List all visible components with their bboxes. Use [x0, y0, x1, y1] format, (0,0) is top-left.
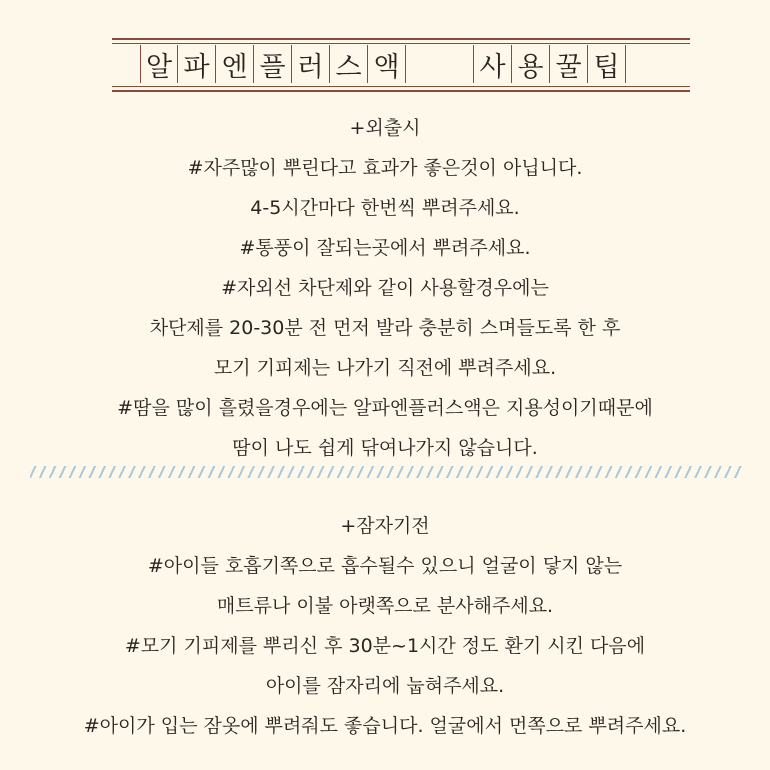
section-heading: +외출시: [349, 117, 421, 139]
tip-line: 모기 기피제는 나가기 직전에 뿌려주세요.: [213, 357, 557, 379]
title-char: 스: [330, 45, 368, 83]
tip-line: #자주많이 뿌린다고 효과가 좋은것이 아닙니다.: [187, 157, 583, 179]
section-heading: +잠자기전: [340, 515, 430, 537]
bedtime-section: [0, 506, 770, 746]
title-banner: [112, 38, 690, 92]
title-char: 용: [512, 45, 550, 83]
title-char: 엔: [216, 45, 254, 83]
tip-line: #자외선 차단제와 같이 사용할경우에는: [221, 277, 549, 299]
outing-section: [0, 108, 770, 468]
tip-line: 4-5시간마다 한번씩 뿌려주세요.: [250, 197, 520, 219]
tip-line: #모기 기피제를 뿌리신 후 30분~1시간 정도 환기 시킨 다음에: [124, 635, 646, 657]
title-char: 알: [140, 45, 178, 83]
tip-line: #아이가 입는 잠옷에 뿌려줘도 좋습니다. 얼굴에서 먼쪽으로 뿌려주세요.: [83, 715, 687, 737]
title-char: 사: [474, 45, 512, 83]
title-char: 러: [292, 45, 330, 83]
tip-line: #아이들 호흡기쪽으로 흡수될수 있으니 얼굴이 닿지 않는: [147, 555, 623, 577]
tip-line: 땀이 나도 쉽게 닦여나가지 않습니다.: [232, 437, 538, 459]
title-cells: [112, 45, 690, 83]
tip-line: 아이를 잠자리에 눕혀주세요.: [265, 675, 505, 697]
title-char: 액: [368, 45, 406, 83]
hatched-divider: [30, 466, 742, 478]
tip-line: #땀을 많이 흘렸을경우에는 알파엔플러스액은 지용성이기때문에: [117, 397, 653, 419]
title-char: 플: [254, 45, 292, 83]
tip-line: #통풍이 잘되는곳에서 뿌려주세요.: [239, 237, 531, 259]
tip-line: 매트류나 이불 아랫쪽으로 분사해주세요.: [216, 595, 554, 617]
title-char: 꿀: [550, 45, 588, 83]
title-char: 파: [178, 45, 216, 83]
tip-line: 차단제를 20-30분 전 먼저 발라 충분히 스며들도록 한 후: [149, 317, 621, 339]
title-char: 팁: [588, 45, 626, 83]
title-gap: [406, 45, 474, 83]
